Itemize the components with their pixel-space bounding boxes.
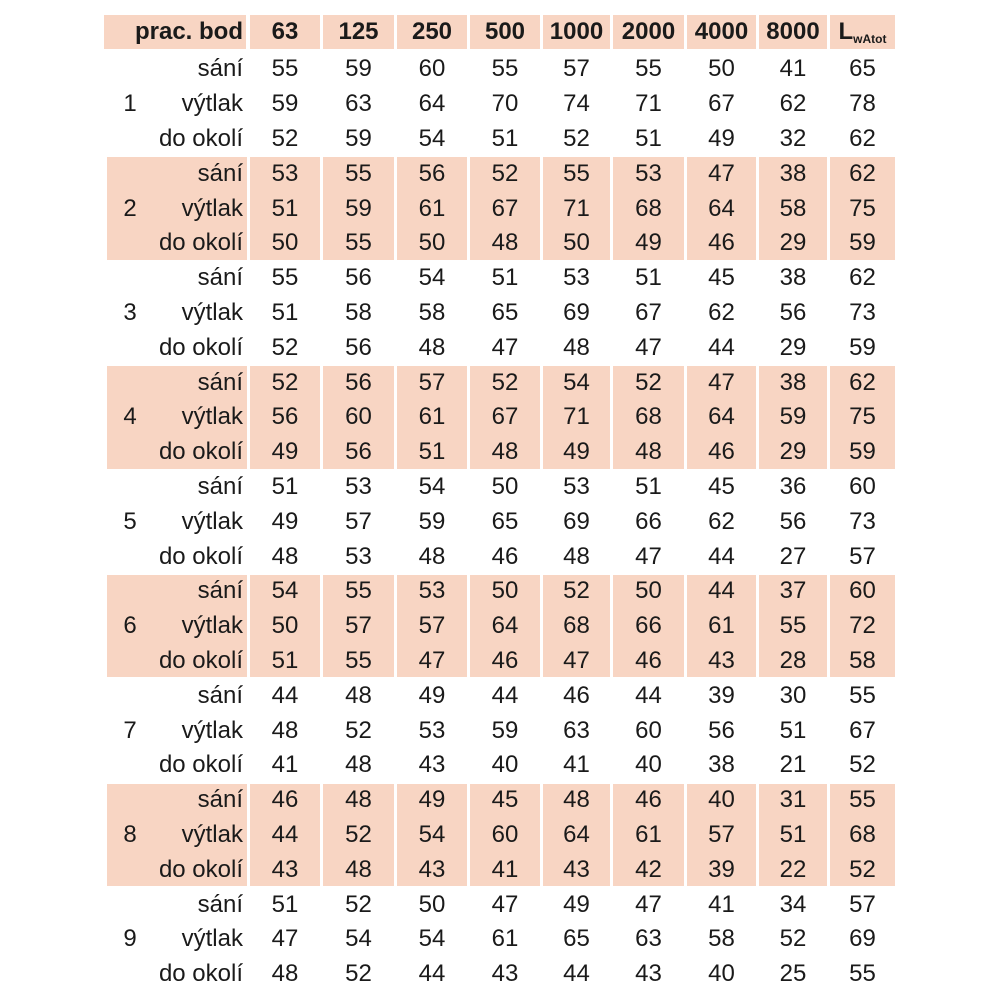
table-cell: 52 (271, 368, 299, 396)
table-cell: 67 (849, 716, 876, 744)
table-cell: 51 (271, 298, 299, 326)
table-cell: 52 (849, 751, 876, 779)
table-cell: 30 (779, 681, 807, 709)
mode-label: do okolí (158, 646, 243, 674)
table-cell: 59 (271, 90, 299, 118)
table-cell: 55 (345, 577, 372, 605)
table-cell: 69 (563, 298, 590, 326)
table-cell: 29 (779, 229, 807, 257)
table-cell: 55 (345, 229, 372, 257)
table-cell: 49 (271, 507, 299, 535)
table-cell: 60 (418, 55, 446, 83)
mode-label: výtlak (181, 507, 243, 535)
table-cell: 48 (345, 751, 372, 779)
table-cell: 48 (563, 333, 590, 361)
table-cell: 54 (418, 925, 446, 953)
table-cell: 73 (849, 298, 876, 326)
table-cell: 43 (563, 855, 590, 883)
table-cell: 59 (345, 124, 372, 152)
table-cell: 47 (708, 368, 735, 396)
table-cell: 46 (271, 786, 299, 814)
table-cell: 67 (491, 403, 519, 431)
table-cell: 47 (635, 333, 662, 361)
table-cell: 59 (849, 438, 876, 466)
mode-label: výtlak (181, 194, 243, 222)
table-cell: 48 (271, 960, 299, 988)
table-cell: 52 (345, 716, 372, 744)
table-cell: 57 (708, 820, 735, 848)
table-cell: 59 (345, 194, 372, 222)
table-cell: 49 (418, 786, 446, 814)
table-cell: 52 (563, 577, 590, 605)
header-col-1000: 1000 (549, 18, 604, 45)
table-cell: 52 (635, 368, 662, 396)
table-cell: 41 (708, 890, 735, 918)
table-cell: 71 (635, 90, 662, 118)
table-cell: 68 (635, 194, 662, 222)
table-cell: 75 (849, 194, 876, 222)
table-cell: 44 (708, 542, 735, 570)
table-cell: 46 (708, 229, 735, 257)
table-cell: 50 (418, 890, 446, 918)
table-cell: 55 (849, 786, 876, 814)
table-cell: 67 (491, 194, 519, 222)
table-cell: 46 (635, 786, 662, 814)
table-cell: 62 (849, 159, 876, 187)
table-cell: 48 (345, 855, 372, 883)
mode-label: sání (197, 264, 243, 292)
lwatot-subscript: wAtot (853, 32, 887, 46)
table-cell: 60 (849, 472, 876, 500)
table-cell: 57 (345, 612, 372, 640)
table-cell: 44 (635, 681, 662, 709)
mode-label: do okolí (158, 438, 243, 466)
table-cell: 63 (563, 716, 590, 744)
table-cell: 25 (779, 960, 807, 988)
mode-label: sání (197, 472, 243, 500)
table-cell: 65 (491, 507, 519, 535)
table-cell: 58 (708, 925, 735, 953)
header-label: prac. bod (134, 18, 243, 45)
table-cell: 47 (418, 646, 446, 674)
table-cell: 44 (708, 333, 735, 361)
table-cell: 52 (491, 159, 519, 187)
table-cell: 75 (849, 403, 876, 431)
table-cell: 61 (418, 403, 446, 431)
table-cell: 54 (418, 472, 446, 500)
table-cell: 50 (563, 229, 590, 257)
table-cell: 44 (418, 960, 446, 988)
table-cell: 38 (779, 264, 807, 292)
table-cell: 48 (418, 333, 446, 361)
table-cell: 53 (563, 264, 590, 292)
table-cell: 55 (345, 159, 372, 187)
table-cell: 47 (491, 890, 519, 918)
table-cell: 51 (779, 820, 807, 848)
table-cell: 60 (345, 403, 372, 431)
table-cell: 47 (708, 159, 735, 187)
header-col-63: 63 (271, 18, 299, 45)
table-cell: 59 (849, 333, 876, 361)
table-cell: 47 (635, 890, 662, 918)
group-number: 2 (123, 194, 137, 222)
table-cell: 44 (271, 820, 299, 848)
mode-label: do okolí (158, 542, 243, 570)
table-cell: 50 (491, 472, 519, 500)
table-cell: 62 (708, 298, 735, 326)
table-cell: 61 (491, 925, 519, 953)
table-cell: 49 (563, 890, 590, 918)
table-cell: 56 (708, 716, 735, 744)
table-cell: 50 (271, 612, 299, 640)
table-cell: 44 (271, 681, 299, 709)
table-cell: 40 (491, 751, 519, 779)
table-cell: 60 (849, 577, 876, 605)
table-cell: 39 (708, 681, 735, 709)
group-number: 7 (123, 716, 137, 744)
table-cell: 29 (779, 438, 807, 466)
table-cell: 51 (635, 472, 662, 500)
table-cell: 39 (708, 855, 735, 883)
table-cell: 44 (563, 960, 590, 988)
table-cell: 36 (779, 472, 807, 500)
table-cell: 59 (849, 229, 876, 257)
table-cell: 48 (345, 681, 372, 709)
table-cell: 63 (635, 925, 662, 953)
table-cell: 47 (635, 542, 662, 570)
table-cell: 42 (635, 855, 662, 883)
table-cell: 48 (345, 786, 372, 814)
table-cell: 57 (849, 542, 876, 570)
table-cell: 51 (635, 264, 662, 292)
table-cell: 56 (418, 159, 446, 187)
table-cell: 38 (779, 159, 807, 187)
table-cell: 60 (491, 820, 519, 848)
mode-label: sání (197, 681, 243, 709)
table-cell: 62 (708, 507, 735, 535)
table-cell: 41 (271, 751, 299, 779)
mode-label: do okolí (158, 333, 243, 361)
table-cell: 74 (563, 90, 590, 118)
table-cell: 71 (563, 403, 590, 431)
mode-label: výtlak (181, 403, 243, 431)
table-cell: 47 (491, 333, 519, 361)
lwatot-main: L (838, 18, 854, 45)
table-cell: 73 (849, 507, 876, 535)
table-cell: 64 (418, 90, 446, 118)
group-number: 8 (123, 820, 137, 848)
table-cell: 61 (708, 612, 735, 640)
table-cell: 53 (635, 159, 662, 187)
table-cell: 49 (635, 229, 662, 257)
mode-label: do okolí (158, 229, 243, 257)
table-cell: 50 (271, 229, 299, 257)
table-cell: 55 (849, 960, 876, 988)
table-cell: 72 (849, 612, 876, 640)
table-cell: 54 (418, 264, 446, 292)
table-cell: 50 (708, 55, 735, 83)
table-cell: 56 (345, 264, 372, 292)
table-cell: 43 (635, 960, 662, 988)
table-cell: 52 (779, 925, 807, 953)
table-cell: 48 (635, 438, 662, 466)
header-col-4000: 4000 (694, 18, 749, 45)
table-cell: 53 (345, 472, 372, 500)
table-cell: 57 (849, 890, 876, 918)
table-cell: 49 (708, 124, 735, 152)
table-cell: 41 (563, 751, 590, 779)
table-cell: 62 (849, 368, 876, 396)
table-cell: 51 (418, 438, 446, 466)
header-col-125: 125 (338, 18, 379, 45)
table-cell: 56 (345, 333, 372, 361)
table-cell: 52 (345, 960, 372, 988)
table-cell: 43 (491, 960, 519, 988)
mode-label: výtlak (181, 90, 243, 118)
mode-label: do okolí (158, 124, 243, 152)
table-cell: 65 (849, 55, 876, 83)
table-cell: 45 (491, 786, 519, 814)
table-cell: 56 (271, 403, 299, 431)
table-cell: 56 (779, 507, 807, 535)
table-cell: 46 (635, 646, 662, 674)
table-cell: 65 (563, 925, 590, 953)
table-cell: 68 (563, 612, 590, 640)
table-cell: 78 (849, 90, 876, 118)
group-number: 1 (123, 90, 137, 118)
table-cell: 56 (345, 368, 372, 396)
table-cell: 22 (779, 855, 807, 883)
header-col-8000: 8000 (766, 18, 820, 45)
mode-label: sání (197, 890, 243, 918)
table-cell: 55 (779, 612, 807, 640)
table-cell: 56 (345, 438, 372, 466)
table-cell: 59 (491, 716, 519, 744)
table-cell: 57 (418, 368, 446, 396)
table-cell: 53 (418, 716, 446, 744)
table-cell: 46 (708, 438, 735, 466)
table-cell: 59 (418, 507, 446, 535)
table-cell: 34 (779, 890, 807, 918)
mode-label: do okolí (158, 855, 243, 883)
group-number: 6 (123, 612, 137, 640)
table-cell: 66 (635, 612, 662, 640)
table-cell: 49 (271, 438, 299, 466)
table-cell: 58 (849, 646, 876, 674)
table-cell: 40 (708, 960, 735, 988)
table-cell: 48 (563, 542, 590, 570)
table-cell: 38 (708, 751, 735, 779)
table-cell: 58 (345, 298, 372, 326)
table-cell: 45 (708, 264, 735, 292)
table-cell: 48 (271, 542, 299, 570)
header-col-500: 500 (484, 18, 526, 45)
table-cell: 54 (418, 820, 446, 848)
table-cell: 54 (418, 124, 446, 152)
table-cell: 69 (849, 925, 876, 953)
table-cell: 53 (271, 159, 299, 187)
table-cell: 40 (708, 786, 735, 814)
table-cell: 47 (563, 646, 590, 674)
table-cell: 67 (708, 90, 735, 118)
table-cell: 53 (345, 542, 372, 570)
table-cell: 48 (418, 542, 446, 570)
mode-label: sání (197, 368, 243, 396)
table-cell: 40 (635, 751, 662, 779)
table-cell: 32 (779, 124, 807, 152)
table-cell: 31 (779, 786, 807, 814)
mode-label: výtlak (181, 612, 243, 640)
table-cell: 54 (345, 925, 372, 953)
table-cell: 62 (849, 124, 876, 152)
table-cell: 57 (418, 612, 446, 640)
table-cell: 50 (418, 229, 446, 257)
table-cell: 64 (708, 403, 735, 431)
table-cell: 69 (563, 507, 590, 535)
table-cell: 58 (418, 298, 446, 326)
table-cell: 43 (708, 646, 735, 674)
table-cell: 48 (271, 716, 299, 744)
table-cell: 62 (849, 264, 876, 292)
table-cell: 64 (491, 612, 519, 640)
table-cell: 46 (491, 542, 519, 570)
mode-label: sání (197, 786, 243, 814)
table-cell: 68 (849, 820, 876, 848)
table-cell: 43 (271, 855, 299, 883)
table-cell: 50 (635, 577, 662, 605)
table-cell: 52 (849, 855, 876, 883)
table-cell: 48 (491, 438, 519, 466)
table-cell: 49 (563, 438, 590, 466)
table-cell: 41 (779, 55, 807, 83)
table-cell: 41 (491, 855, 519, 883)
table-cell: 51 (271, 646, 299, 674)
mode-label: sání (197, 577, 243, 605)
table-cell: 61 (418, 194, 446, 222)
table-cell: 48 (563, 786, 590, 814)
table-cell: 44 (708, 577, 735, 605)
table-cell: 46 (491, 646, 519, 674)
table-cell: 55 (635, 55, 662, 83)
header-col-2000: 2000 (621, 18, 676, 45)
table-cell: 66 (635, 507, 662, 535)
table-cell: 64 (708, 194, 735, 222)
mode-label: sání (197, 55, 243, 83)
table-cell: 55 (271, 264, 299, 292)
table-cell: 51 (491, 124, 519, 152)
mode-label: výtlak (181, 298, 243, 326)
mode-label: do okolí (158, 751, 243, 779)
mode-label: do okolí (158, 960, 243, 988)
table-cell: 61 (635, 820, 662, 848)
header-col-lwatot (830, 15, 895, 49)
table-cell: 59 (779, 403, 807, 431)
table-cell: 51 (635, 124, 662, 152)
table-cell: 53 (418, 577, 446, 605)
table-cell: 56 (779, 298, 807, 326)
table-cell: 60 (635, 716, 662, 744)
table-cell: 57 (345, 507, 372, 535)
mode-label: výtlak (181, 716, 243, 744)
table-cell: 49 (418, 681, 446, 709)
table-cell: 43 (418, 855, 446, 883)
table-cell: 48 (491, 229, 519, 257)
table-cell: 55 (271, 55, 299, 83)
table-cell: 38 (779, 368, 807, 396)
table-cell: 51 (271, 472, 299, 500)
table-cell: 55 (491, 55, 519, 83)
table-cell: 51 (491, 264, 519, 292)
table-cell: 63 (345, 90, 372, 118)
table-cell: 68 (635, 403, 662, 431)
table-cell: 52 (491, 368, 519, 396)
table-cell: 52 (271, 124, 299, 152)
table-cell: 52 (345, 890, 372, 918)
group-number: 5 (123, 507, 137, 535)
mode-label: výtlak (181, 820, 243, 848)
table-cell: 46 (563, 681, 590, 709)
table-cell: 29 (779, 333, 807, 361)
table-cell: 51 (271, 194, 299, 222)
table-cell: 27 (779, 542, 807, 570)
mode-label: výtlak (181, 925, 243, 953)
group-number: 4 (123, 403, 137, 431)
table-cell: 54 (271, 577, 299, 605)
table-cell: 37 (779, 577, 807, 605)
table-cell: 62 (779, 90, 807, 118)
table-cell: 21 (779, 751, 807, 779)
table-cell: 57 (563, 55, 590, 83)
table-cell: 47 (271, 925, 299, 953)
table-cell: 55 (345, 646, 372, 674)
table-cell: 55 (849, 681, 876, 709)
table-cell: 71 (563, 194, 590, 222)
table-cell: 28 (779, 646, 807, 674)
table-cell: 52 (271, 333, 299, 361)
table-cell: 58 (779, 194, 807, 222)
table-cell: 45 (708, 472, 735, 500)
table-cell: 65 (491, 298, 519, 326)
table-cell: 51 (271, 890, 299, 918)
table-cell: 44 (491, 681, 519, 709)
table-cell: 55 (563, 159, 590, 187)
table-cell: 54 (563, 368, 590, 396)
table-cell: 51 (779, 716, 807, 744)
table-cell: 52 (563, 124, 590, 152)
table-cell: 50 (491, 577, 519, 605)
mode-label: sání (197, 159, 243, 187)
group-number: 9 (123, 925, 137, 953)
table-cell: 67 (635, 298, 662, 326)
table-cell: 52 (345, 820, 372, 848)
table-cell: 59 (345, 55, 372, 83)
group-number: 3 (123, 298, 137, 326)
table-cell: 43 (418, 751, 446, 779)
table-cell: 53 (563, 472, 590, 500)
table-cell: 64 (563, 820, 590, 848)
header-col-250: 250 (411, 18, 453, 45)
table-cell: 70 (491, 90, 519, 118)
